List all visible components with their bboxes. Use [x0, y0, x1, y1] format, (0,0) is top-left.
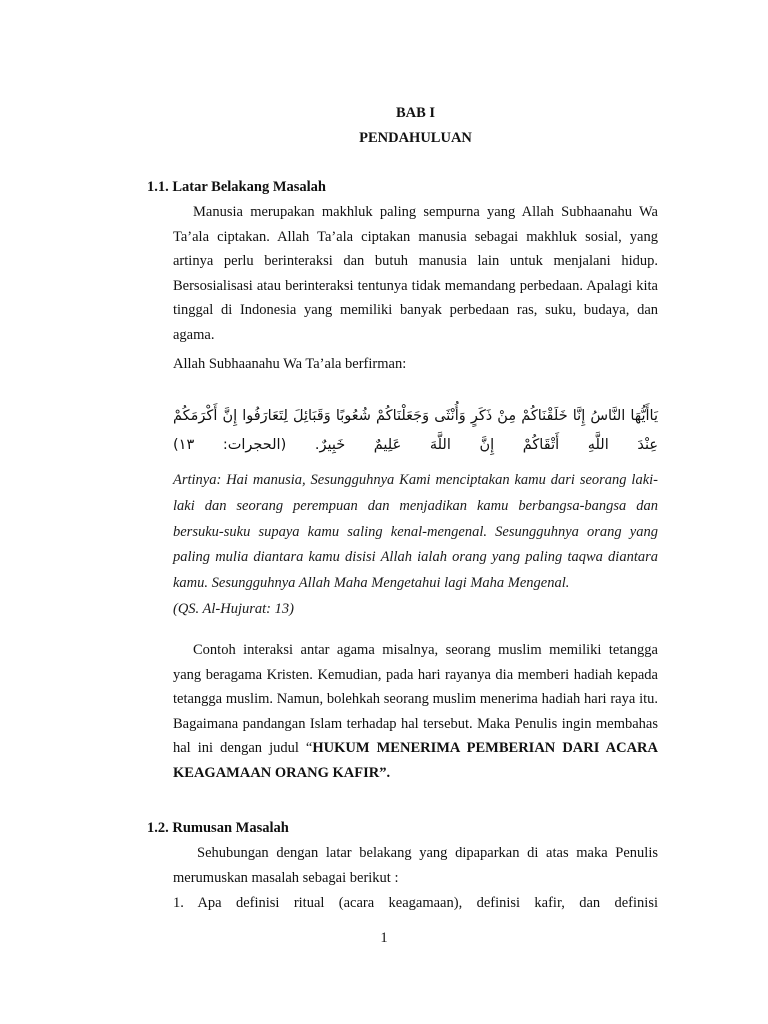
section-heading-problem: 1.2. Rumusan Masalah — [147, 820, 289, 836]
paragraph-example-text: Contoh interaksi antar agama misalnya, seorang muslim memiliki tetangga yang beragama Kristen. Kemudian, pada hari rayanya dia memberi hadiah kepada tetangga muslim. Namun, bolehkah seorang muslim menerima hadiah hari raya itu. Bagaimana pandangan Islam terhadap hal tersebut. Maka Penulis ingin membahas hal ini dengan judul “ — [173, 642, 658, 757]
arabic-verse: يَاأَيُّهَا النَّاسُ إِنَّا خَلَقْنَاكُمْ مِنْ ذَكَرٍ وَأُنْثَى وَجَعَلْنَاكُمْ شُعُوبًا وَقَبَائِلَ لِتَعَارَفُوا إِنَّ أَكْرَمَكُمْ عِنْدَ اللَّهِ أَتْقَاكُمْ إِنَّ اللَّهَ عَلِيمٌ خَبِيرٌ. (الحجرات: ١٣) — [173, 408, 658, 453]
paragraph-example — [173, 638, 658, 786]
verse-translation — [173, 468, 658, 623]
page-number: 1 — [380, 930, 388, 946]
chapter-label: BAB I — [395, 105, 436, 121]
chapter-title: PENDAHULUAN — [359, 130, 472, 146]
paragraph-problem: Sehubungan dengan latar belakang yang dipaparkan di atas maka Penulis merumuskan masalah sebagai berikut : — [173, 845, 658, 886]
list-item: 1. Apa definisi ritual (acara keagamaan), definisi kafir, dan definisi — [173, 895, 658, 911]
paper-title-emphasis: HUKUM MENERIMA PEMBERIAN DARI ACARA KEAGAMAAN ORANG KAFIR”. — [173, 740, 658, 781]
verse-intro-line: Allah Subhaanahu Wa Ta’ala berfirman: — [173, 356, 407, 372]
paragraph-background: Manusia merupakan makhluk paling sempurna yang Allah Subhaanahu Wa Ta’ala ciptakan. Allah Ta’ala ciptakan manusia sebagai makhluk sosial, yang artinya perlu berinteraksi dan butuh manusia lain untuk menjalani hidup. Bersosialisasi atau berinteraksi tentunya tidak memandang perbedaan. Apalagi kita tinggal di Indonesia yang memiliki banyak perbedaan ras, suku, budaya, dan agama. — [173, 204, 658, 343]
verse-citation: (QS. Al-Hujurat: 13) — [173, 600, 294, 617]
section-heading-background: 1.1. Latar Belakang Masalah — [147, 179, 326, 195]
translation-text: Artinya: Hai manusia, Sesungguhnya Kami menciptakan kamu dari seorang laki-laki dan seorang perempuan dan menjadikan kamu berbangsa-bangsa dan bersuku-suku supaya kamu saling kenal-mengenal. Sesungguhnya orang yang paling mulia diantara kamu disisi Allah ialah orang yang paling taqwa diantara kamu. Sesungguhnya Allah Maha Mengetahui lagi Maha Mengenal. — [173, 472, 658, 592]
